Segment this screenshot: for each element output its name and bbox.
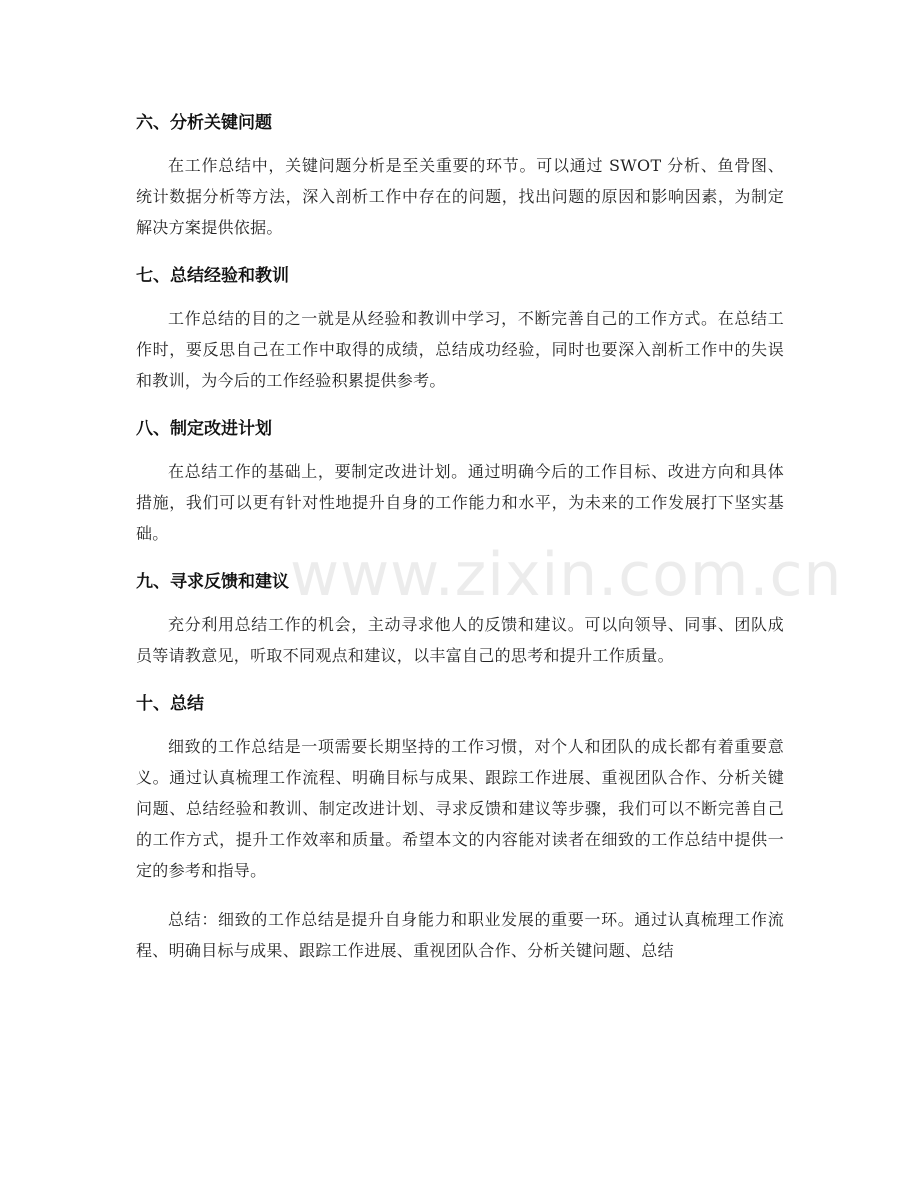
- section-8: [136, 414, 784, 549]
- section-heading: 七、总结经验和教训: [136, 266, 289, 286]
- section-paragraph: 在总结工作的基础上，要制定改进计划。通过明确今后的工作目标、改进方向和具体措施，我们可以更有针对性地提升自身的工作能力和水平，为未来的工作发展打下坚实基础。: [136, 462, 784, 543]
- section-heading: 九、寻求反馈和建议: [136, 572, 289, 592]
- section-paragraph: 工作总结的目的之一就是从经验和教训中学习，不断完善自己的工作方式。在总结工作时，要反思自己在工作中取得的成绩，总结成功经验，同时也要深入剖析工作中的失误和教训，为今后的工作经验积累提供参考。: [136, 309, 784, 390]
- section-paragraph: 充分利用总结工作的机会，主动寻求他人的反馈和建议。可以向领导、同事、团队成员等请教意见，听取不同观点和建议，以丰富自己的思考和提升工作质量。: [136, 615, 784, 665]
- summary-paragraph: 总结：细致的工作总结是提升自身能力和职业发展的重要一环。通过认真梳理工作流程、明确目标与成果、跟踪工作进展、重视团队合作、分析关键问题、总结: [136, 910, 784, 960]
- document-body: [136, 108, 784, 984]
- section-9: [136, 567, 784, 671]
- section-6: [136, 108, 784, 243]
- section-paragraph: 细致的工作总结是一项需要长期坚持的工作习惯，对个人和团队的成长都有着重要意义。通过认真梳理工作流程、明确目标与成果、跟踪工作进展、重视团队合作、分析关键问题、总结经验和教训、制定改进计划、寻求反馈和建议等步骤，我们可以不断完善自己的工作方式，提升工作效率和质量。希望本文的内容能对读者在细致的工作总结中提供一定的参考和指导。: [136, 737, 784, 880]
- watermark: www.zixin.com.cn: [290, 540, 843, 610]
- section-10: [136, 689, 784, 966]
- section-heading: 八、制定改进计划: [136, 419, 272, 439]
- section-7: [136, 261, 784, 396]
- section-heading: 六、分析关键问题: [136, 113, 272, 133]
- section-heading: 十、总结: [136, 694, 204, 714]
- section-paragraph: 在工作总结中，关键问题分析是至关重要的环节。可以通过 SWOT 分析、鱼骨图、统计数据分析等方法，深入剖析工作中存在的问题，找出问题的原因和影响因素，为制定解决方案提供依据。: [136, 156, 784, 237]
